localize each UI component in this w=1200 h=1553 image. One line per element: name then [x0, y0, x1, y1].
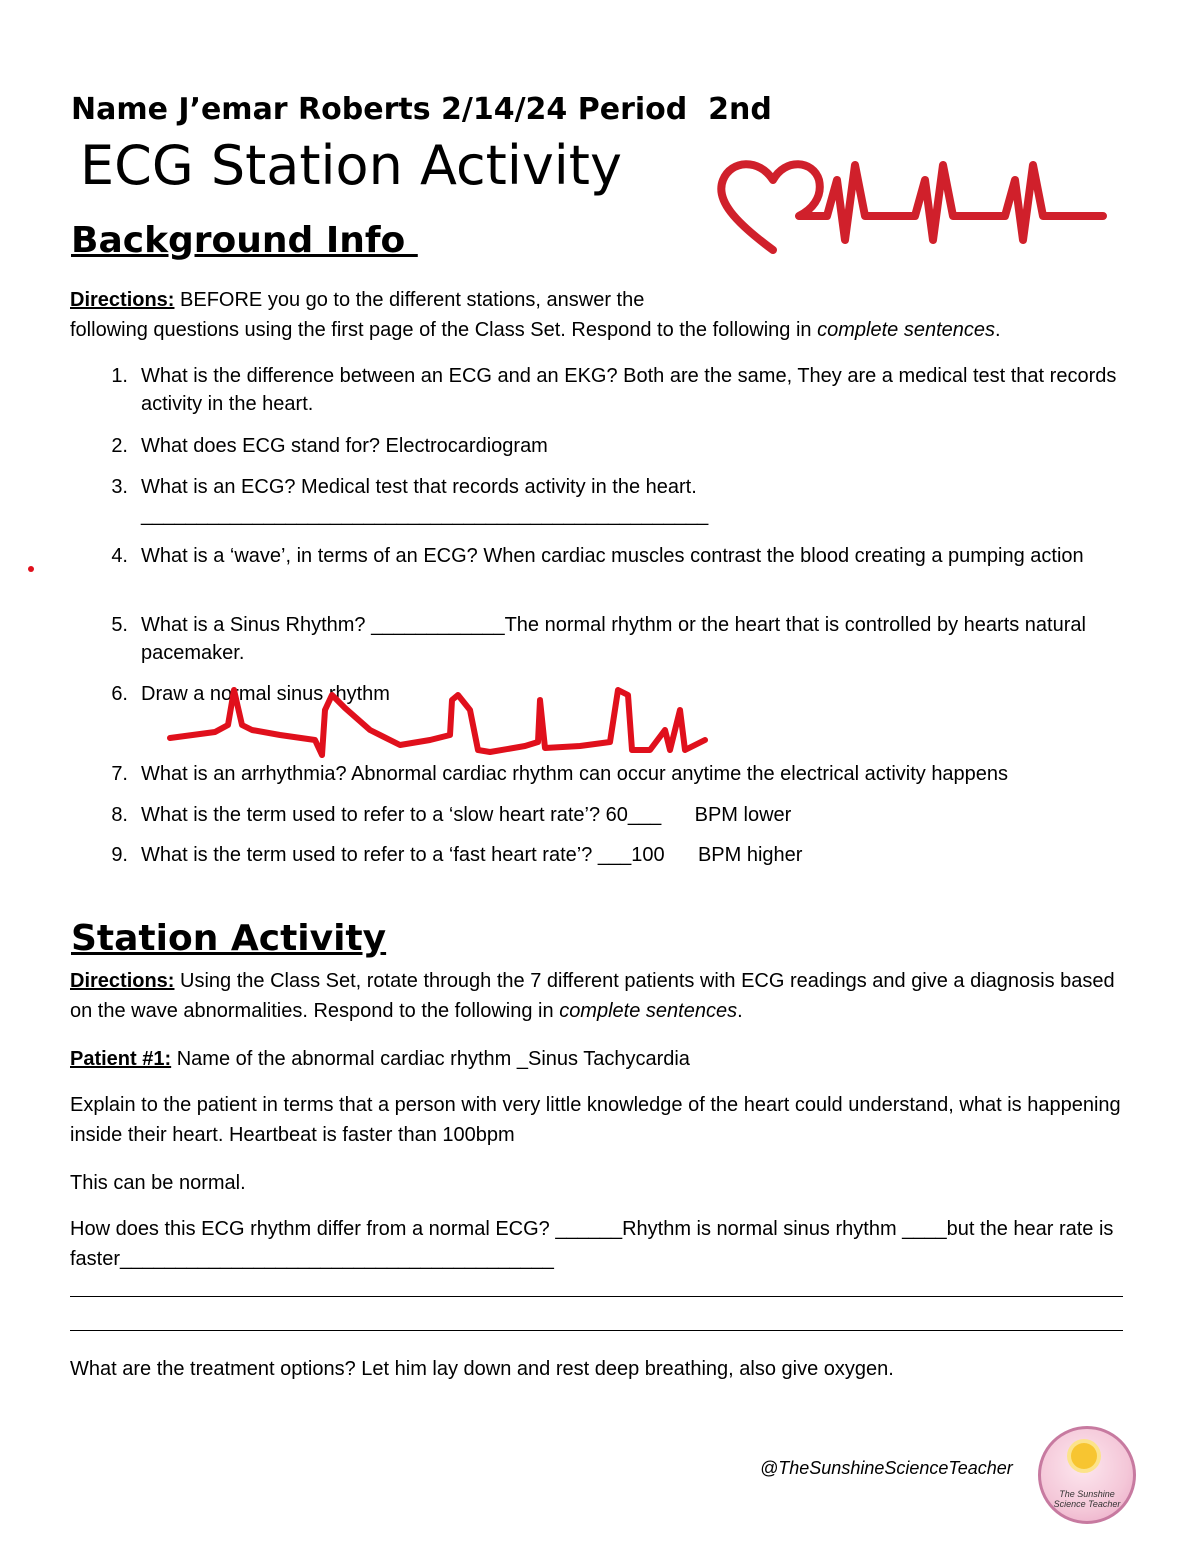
- patient-1-rhythm: [70, 1044, 1130, 1074]
- ecg-difference-answer: How does this ECG rhythm differ from a normal ECG? ______Rhythm is normal sinus rhythm ____but the hear rate is faster_______________________________________: [70, 1218, 1114, 1270]
- directions-text: Using the Class Set, rotate through the 7 different patients with ECG readings and give a diagnosis based on the wave abnormalities. Respond to the following in: [70, 970, 1115, 1022]
- directions-line1: BEFORE you go to the different stations, answer the: [174, 289, 645, 311]
- directions-emphasis: complete sentences: [817, 319, 995, 341]
- background-heading: Background Info: [71, 220, 418, 261]
- question-text: What does ECG stand for? Electrocardiogram: [141, 435, 548, 457]
- directions-emphasis: complete sentences: [559, 1000, 738, 1022]
- question-text: What is a ‘wave’, in terms of an ECG? When cardiac muscles contrast the blood creating a pumping action: [141, 545, 1084, 567]
- answer-line: [70, 1330, 1123, 1331]
- stray-ink-dot: [28, 566, 34, 572]
- patient-normal-note: This can be normal.: [70, 1172, 246, 1194]
- question-text: What is an ECG? Medical test that records activity in the heart.: [141, 476, 697, 498]
- question-text: What is the term used to refer to a ‘slow heart rate’? 60___ BPM lower: [141, 804, 792, 826]
- directions-label: Directions:: [70, 289, 175, 311]
- directions-label: Directions:: [70, 970, 175, 992]
- question-number: 2.: [111, 435, 128, 457]
- sunshine-logo: [1038, 1426, 1136, 1524]
- question-8: [70, 801, 1130, 829]
- treatment-answer: What are the treatment options? Let him lay down and rest deep breathing, also give oxygen.: [70, 1358, 894, 1380]
- directions-period: .: [737, 1000, 743, 1022]
- question-2: [70, 432, 1130, 460]
- page-title: ECG Station Activity: [80, 134, 622, 197]
- hand-drawn-sinus-rhythm: [160, 680, 720, 780]
- logo-text: The Sunshine Science Teacher: [1053, 1489, 1121, 1509]
- question-text: What is the difference between an ECG and an EKG? Both are the same, They are a medical test that records activity in the heart.: [141, 365, 1117, 415]
- footer-handle: @TheSunshineScienceTeacher: [760, 1458, 1013, 1478]
- patient-label: Patient #1:: [70, 1048, 172, 1070]
- question-number: 7.: [111, 763, 128, 785]
- question-number: 5.: [111, 614, 128, 636]
- answer-line: [70, 1296, 1123, 1297]
- sun-icon: [1071, 1443, 1097, 1469]
- question-text: What is the term used to refer to a ‘fast heart rate’? ___100 BPM higher: [141, 844, 803, 866]
- question-4: [70, 542, 1130, 570]
- station-directions: [70, 966, 1130, 1026]
- question-9: [70, 841, 1130, 869]
- question-number: 1.: [111, 365, 128, 387]
- question-3: [70, 473, 1130, 529]
- question-5: [70, 611, 1130, 667]
- patient-explanation: Explain to the patient in terms that a person with very little knowledge of the heart could understand, what is happening inside their heart. Heartbeat is faster than 100bpm: [70, 1094, 1121, 1146]
- heart-ecg-icon: [715, 150, 1110, 260]
- question-1: [70, 362, 1130, 418]
- question-text: What is an arrhythmia? Abnormal cardiac rhythm can occur anytime the electrical activity happens: [141, 763, 1009, 785]
- question-number: 6.: [111, 683, 128, 705]
- question-text: Draw a normal sinus rhythm: [141, 683, 390, 705]
- student-name-line: Name J’emar Roberts 2/14/24 Period 2nd: [71, 92, 772, 127]
- answer-blank: ___________________________________________________: [141, 504, 709, 526]
- question-number: 4.: [111, 545, 128, 567]
- background-directions: [70, 285, 1130, 345]
- question-number: 8.: [111, 804, 128, 826]
- patient-rhythm-text: Name of the abnormal cardiac rhythm _Sinus Tachycardia: [171, 1048, 690, 1070]
- question-text: What is a Sinus Rhythm? ____________The normal rhythm or the heart that is controlled by hearts natural pacemaker.: [141, 614, 1086, 664]
- directions-period: .: [995, 319, 1001, 341]
- question-number: 9.: [111, 844, 128, 866]
- directions-line2: following questions using the first page of the Class Set. Respond to the following in: [70, 319, 818, 341]
- question-number: 3.: [111, 476, 128, 498]
- station-heading: Station Activity: [71, 918, 387, 959]
